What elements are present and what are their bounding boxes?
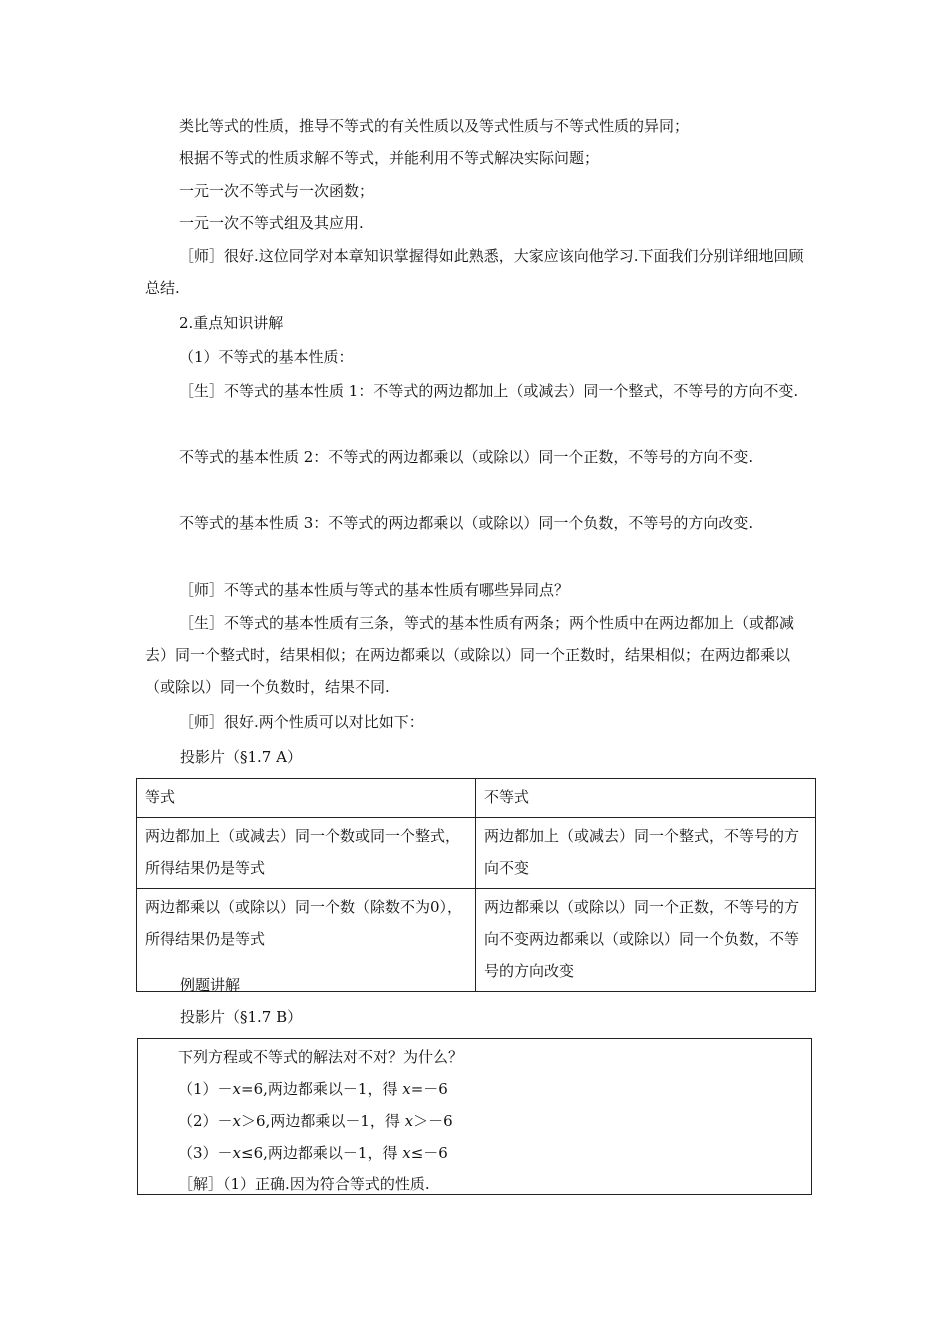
paragraph-teacher-praise: ［师］很好.这位同学对本章知识掌握得如此熟悉，大家应该向他学习.下面我们分别详细地回顾总结. [145,247,804,297]
variable-x: x [402,1080,411,1098]
paragraph-solve: 根据不等式的性质求解不等式，并能利用不等式解决实际问题； [179,149,600,167]
item-text: ≤6,两边都乘以－1，得 [241,1144,403,1162]
paragraph-analogy: 类比等式的性质，推导不等式的有关性质以及等式性质与不等式性质的异同； [179,117,690,135]
table-row [137,818,816,889]
variable-x: x [232,1144,242,1162]
example-box [137,1038,812,1195]
variable-x: x [232,1112,242,1130]
table-cell: 两边都加上（或减去）同一个数或同一个整式，所得结果仍是等式 [137,818,476,889]
item-text: =－6 [410,1080,448,1098]
example-item-1 [178,1073,448,1105]
variable-x: x [402,1144,411,1162]
table-header-cell: 等式 [137,779,476,818]
item-text: （1）－ [178,1080,233,1098]
variable-x: x [232,1080,242,1098]
paragraph-teacher-question: ［师］不等式的基本性质与等式的基本性质有哪些异同点？ [179,581,570,599]
paragraph-linear-function: 一元一次不等式与一次函数； [179,182,375,200]
example-question: 下列方程或不等式的解法对不对？为什么？ [178,1048,464,1066]
paragraph-property-3: 不等式的基本性质 3：不等式的两边都乘以（或除以）同一个负数，不等号的方向改变. [179,514,754,532]
subsection-heading: （1）不等式的基本性质： [179,348,354,366]
paragraph-teacher-compare: ［师］很好.两个性质可以对比如下： [179,713,424,731]
item-text: =6,两边都乘以－1，得 [241,1080,403,1098]
slide-label-a: 投影片（§1.7 A） [180,748,302,766]
slide-label-b: 投影片（§1.7 B） [180,1008,303,1026]
table-cell: 两边都乘以（或除以）同一个数（除数不为0），所得结果仍是等式 [137,889,476,992]
example-answer: ［解］（1）正确.因为符合等式的性质. [178,1175,430,1193]
table-cell: 两边都乘以（或除以）同一个正数，不等号的方向不变两边都乘以（或除以）同一个负数，不等号的方向改变 [476,889,816,992]
example-heading: 例题讲解 [180,976,241,994]
section-heading: 2.重点知识讲解 [179,314,284,332]
paragraph-system: 一元一次不等式组及其应用. [179,214,364,232]
comparison-table [136,778,816,992]
item-text: （2）－ [178,1112,233,1130]
paragraph-property-2: 不等式的基本性质 2：不等式的两边都乘以（或除以）同一个正数，不等号的方向不变. [179,448,754,466]
item-text: ＞6,两边都乘以－1，得 [241,1112,405,1130]
item-text: ＞－6 [413,1112,453,1130]
table-cell: 两边都加上（或减去）同一个整式，不等号的方向不变 [476,818,816,889]
paragraph-property-1: ［生］不等式的基本性质 1：不等式的两边都加上（或减去）同一个整式，不等号的方向不变. [179,382,799,400]
example-item-2 [178,1105,453,1137]
paragraph-student-answer: ［生］不等式的基本性质有三条，等式的基本性质有两条；两个性质中在两边都加上（或都减去）同一个整式时，结果相似；在两边都乘以（或除以）同一个正数时，结果相似；在两边都乘以（或除以）同一个负数时，结果不同. [145,614,795,696]
example-item-3 [178,1137,448,1169]
table-header-cell: 不等式 [476,779,816,818]
table-header-row [137,779,816,818]
item-text: （3）－ [178,1144,233,1162]
variable-x: x [404,1112,414,1130]
item-text: ≤－6 [410,1144,448,1162]
